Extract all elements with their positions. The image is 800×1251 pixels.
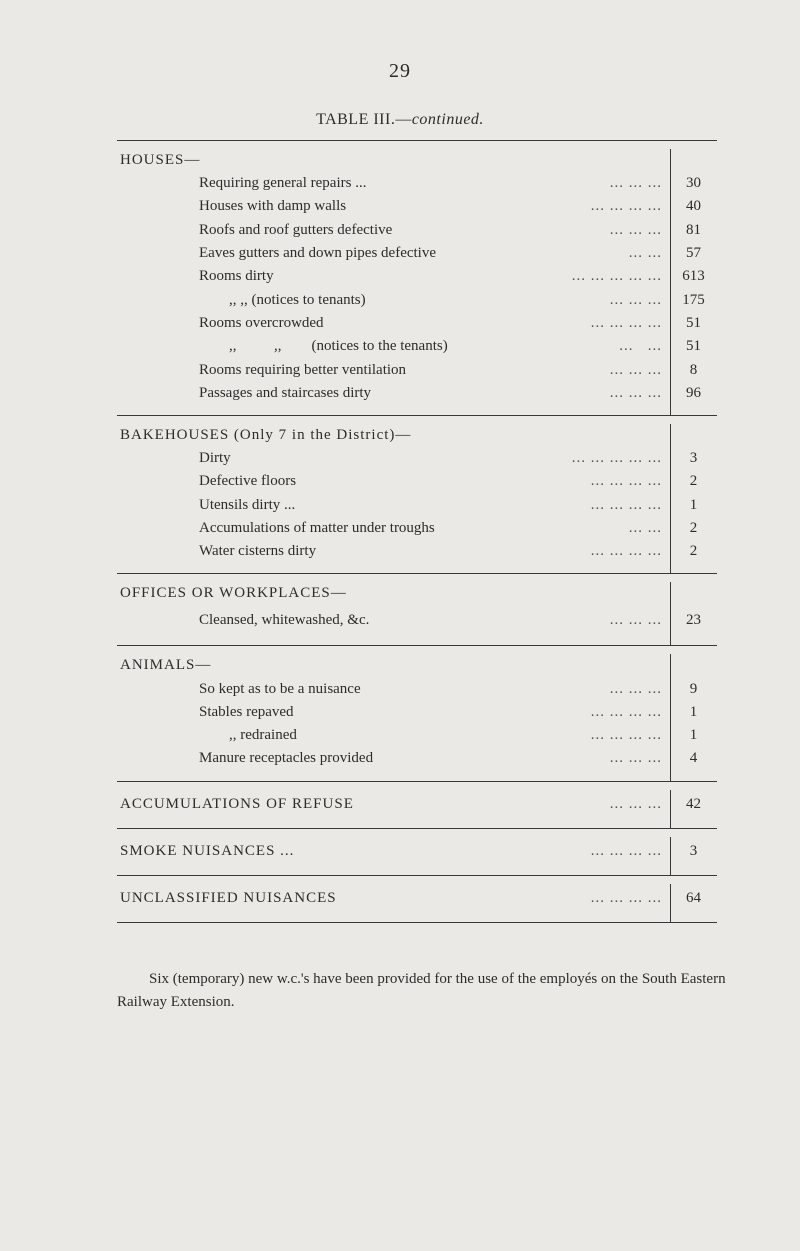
row-label: ,, ,, (notices to the tenants)	[229, 338, 448, 355]
table-row	[117, 470, 717, 493]
table-title	[0, 111, 800, 129]
leader-dots: ... ... ... ...	[590, 198, 662, 215]
leader-dots: ... ... ...	[609, 175, 662, 192]
table-row	[117, 242, 717, 265]
row-value: 51	[686, 314, 701, 331]
row-label: Roofs and roof gutters defective	[199, 221, 393, 238]
bakehouses-heading: BAKEHOUSES (Only 7 in the District)—	[120, 426, 412, 443]
table-row	[117, 540, 717, 563]
row-label: ,, redrained	[229, 727, 297, 744]
row-value: 2	[689, 473, 698, 490]
row-value: 1	[689, 727, 698, 744]
row-label: Utensils dirty ...	[199, 496, 296, 513]
table-row	[117, 312, 717, 335]
row-value: 64	[686, 890, 701, 907]
table-row	[117, 288, 717, 311]
row-label: Passages and staircases dirty	[199, 384, 372, 401]
column-divider	[670, 790, 671, 828]
bakehouses-section	[117, 415, 717, 573]
column-divider	[670, 424, 671, 573]
leader-dots: ... ... ...	[609, 384, 662, 401]
table-row	[117, 335, 717, 358]
leader-dots: ... ... ...	[609, 796, 662, 813]
table-title-main: TABLE III.—	[316, 111, 412, 128]
page-number: 29	[389, 60, 411, 82]
leader-dots: ... ... ... ...	[590, 843, 662, 860]
table-row	[117, 447, 717, 470]
leader-dots: ... ... ... ...	[590, 314, 662, 331]
column-divider	[670, 582, 671, 645]
row-value: 2	[689, 520, 698, 536]
table-row	[117, 517, 717, 540]
nuisance-table	[117, 140, 717, 923]
table-row	[117, 782, 717, 828]
table-row	[117, 829, 717, 875]
row-value: 51	[686, 338, 701, 355]
row-label: Houses with damp walls	[199, 198, 347, 215]
row-value: 96	[686, 384, 701, 401]
unclassified-section	[117, 875, 717, 923]
row-value: 9	[689, 680, 698, 697]
table-row	[117, 172, 717, 195]
row-label: ACCUMULATIONS OF REFUSE	[120, 796, 354, 813]
leader-dots: ... ... ... ... ...	[571, 450, 662, 467]
leader-dots: ... ... ... ...	[590, 496, 662, 513]
offices-section	[117, 573, 717, 645]
row-value: 40	[686, 198, 701, 215]
table-row	[117, 195, 717, 218]
row-label: Defective floors	[199, 473, 297, 490]
row-label: ,, ,, (notices to tenants)	[229, 291, 366, 308]
row-label: Rooms dirty	[199, 268, 274, 285]
row-label: Cleansed, whitewashed, &c.	[199, 611, 370, 628]
table-row	[117, 747, 717, 770]
table-row	[117, 358, 717, 381]
leader-dots: ... ...	[628, 245, 662, 262]
leader-dots: ... ... ...	[609, 611, 662, 628]
leader-dots: ... ... ... ...	[590, 890, 662, 907]
row-label: Requiring general repairs ...	[199, 175, 367, 192]
row-label: Rooms overcrowded	[199, 314, 324, 331]
table-row	[117, 677, 717, 700]
leader-dots: ... ... ... ...	[590, 727, 662, 744]
leader-dots: ... ... ... ...	[590, 473, 662, 490]
table-row	[117, 876, 717, 922]
row-value: 3	[689, 450, 698, 467]
row-value: 2	[689, 543, 698, 560]
row-label: Dirty	[199, 450, 231, 467]
leader-dots: ... ... ...	[609, 361, 662, 378]
table-title-continued: continued.	[411, 111, 484, 128]
column-divider	[670, 149, 671, 415]
leader-dots: ... ... ...	[609, 291, 662, 308]
footnote: Six (temporary) new w.c.'s have been provided for the use of the employés on the South Eastern Railway Extension.	[117, 971, 726, 1010]
table-row	[117, 724, 717, 747]
row-label: Stables repaved	[199, 703, 294, 720]
table-row	[117, 219, 717, 242]
table-row	[117, 382, 717, 405]
row-value: 81	[686, 221, 701, 238]
row-value: 3	[689, 843, 698, 860]
row-value: 30	[686, 175, 701, 192]
column-divider	[670, 654, 671, 780]
houses-section	[117, 140, 717, 415]
row-value: 4	[689, 750, 698, 767]
row-value: 23	[686, 611, 701, 628]
table-row	[117, 494, 717, 517]
column-divider	[670, 837, 671, 875]
smoke-section	[117, 828, 717, 875]
row-value: 1	[689, 703, 698, 720]
houses-heading: HOUSES—	[120, 152, 201, 168]
leader-dots: ... ... ... ... ...	[571, 268, 662, 285]
row-value: 175	[682, 291, 705, 308]
row-label: Rooms requiring better ventilation	[199, 361, 407, 378]
row-label: SMOKE NUISANCES ...	[120, 843, 295, 860]
row-value: 57	[686, 245, 701, 262]
animals-heading: ANIMALS—	[120, 657, 212, 674]
table-row	[117, 605, 717, 635]
row-label: So kept as to be a nuisance	[199, 680, 361, 697]
refuse-section	[117, 781, 717, 828]
row-label: Accumulations of matter under troughs	[199, 520, 435, 536]
row-value: 42	[686, 796, 701, 813]
offices-heading: OFFICES OR WORKPLACES—	[120, 585, 347, 602]
row-label: Water cisterns dirty	[199, 543, 317, 560]
row-label: Manure receptacles provided	[199, 750, 374, 767]
row-value: 613	[682, 268, 705, 285]
row-label: Eaves gutters and down pipes defective	[199, 245, 437, 262]
leader-dots: ... ... ...	[609, 680, 662, 697]
table-row	[117, 701, 717, 724]
leader-dots: ... ...	[628, 520, 662, 536]
leader-dots: ... ...	[619, 338, 662, 355]
leader-dots: ... ... ... ...	[590, 543, 662, 560]
column-divider	[670, 884, 671, 922]
leader-dots: ... ... ...	[609, 221, 662, 238]
animals-section	[117, 645, 717, 780]
leader-dots: ... ... ...	[609, 750, 662, 767]
leader-dots: ... ... ... ...	[590, 703, 662, 720]
table-row	[117, 265, 717, 288]
row-label: UNCLASSIFIED NUISANCES	[120, 890, 337, 907]
row-value: 8	[689, 361, 698, 378]
row-value: 1	[689, 496, 698, 513]
